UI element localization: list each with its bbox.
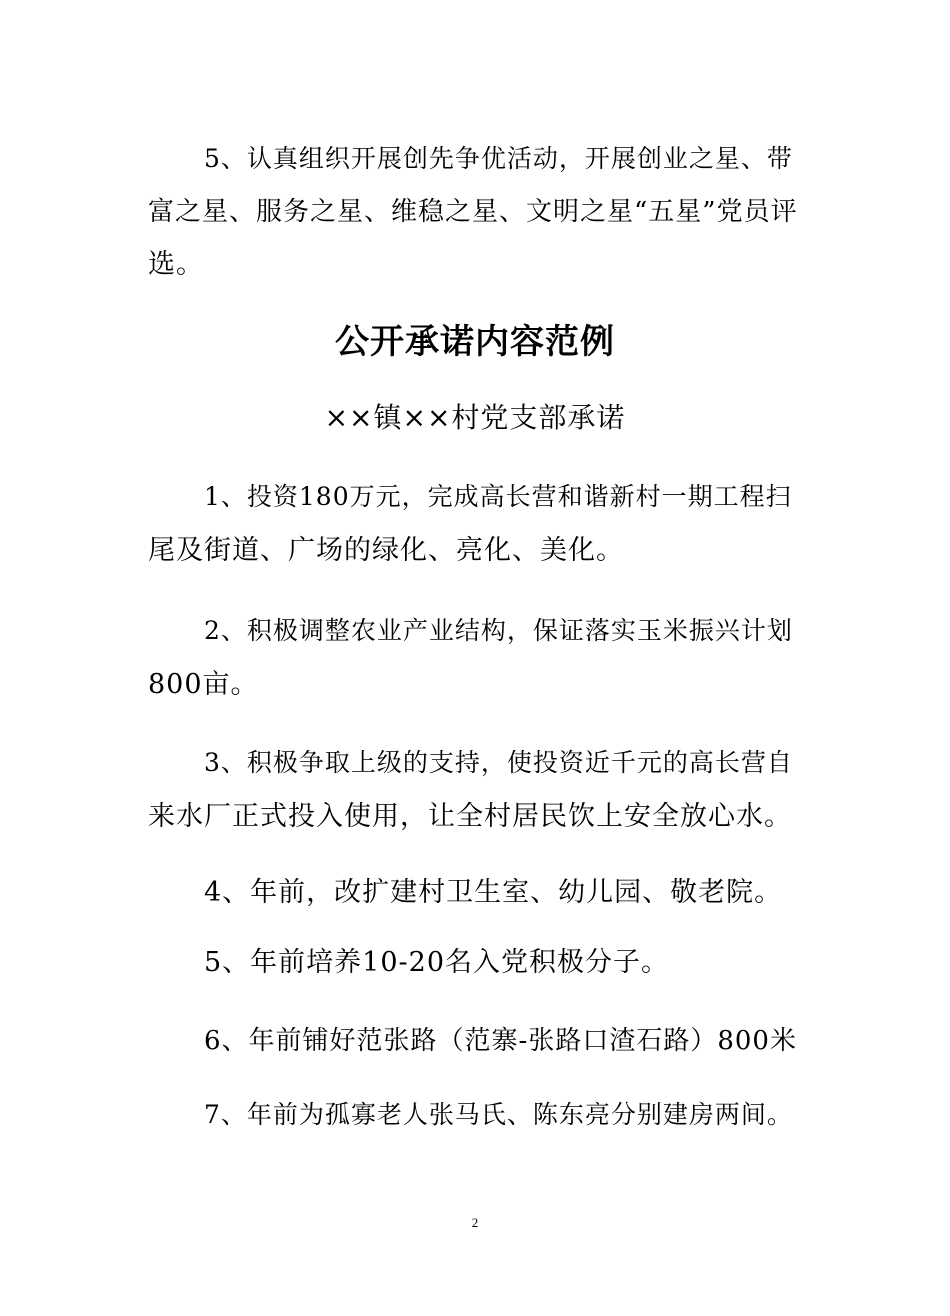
intro-item-line-3: 选。 <box>148 249 204 280</box>
intro-item-line-1: 5、认真组织开展创先争优活动，开展创业之星、带 <box>204 144 793 173</box>
commitment-2-line-2: 800亩。 <box>148 669 259 700</box>
commitment-1-line-2: 尾及街道、广场的绿化、亮化、美化。 <box>148 535 624 566</box>
document-title: 公开承诺内容范例 <box>335 322 615 362</box>
commitment-4-line-1: 4、年前，改扩建村卫生室、幼儿园、敬老院。 <box>204 877 783 908</box>
commitment-1-line-1: 1、投资180万元，完成高长营和谐新村一期工程扫 <box>204 482 792 511</box>
commitment-5-line-1: 5、年前培养10-20名入党积极分子。 <box>204 947 670 978</box>
commitment-2-line-1: 2、积极调整农业产业结构，保证落实玉米振兴计划 <box>204 616 793 645</box>
commitment-6-line-1: 6、年前铺好范张路（范寨-张路口渣石路）800米 <box>204 1026 797 1056</box>
commitment-3-line-2: 来水厂正式投入使用，让全村居民饮上安全放心水。 <box>148 801 792 832</box>
document-subtitle: ××镇××村党支部承诺 <box>324 401 626 434</box>
commitment-7-line-1: 7、年前为孤寡老人张马氏、陈东亮分别建房两间。 <box>204 1100 793 1129</box>
commitment-3-line-1: 3、积极争取上级的支持，使投资近千元的高长营自 <box>204 748 793 777</box>
page-number: 2 <box>471 1215 479 1230</box>
intro-item-line-2: 富之星、服务之星、维稳之星、文明之星“五星”党员评 <box>148 197 798 227</box>
